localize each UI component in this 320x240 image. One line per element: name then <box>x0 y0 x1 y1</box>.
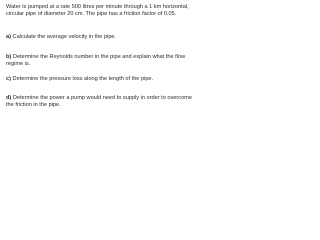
question-d-label: d) <box>6 95 12 101</box>
question-b-label: b) <box>6 54 12 60</box>
question-a <box>6 34 194 41</box>
question-c-text: Determine the pressure loss along the length of the pipe. <box>12 76 154 82</box>
question-c <box>6 76 194 83</box>
question-d-text: Determine the power a pump would need to supply in order to overcome the friction in the pipe. <box>6 95 192 109</box>
document-page <box>0 0 200 112</box>
question-b <box>6 54 194 68</box>
question-c-label: c) <box>6 76 11 82</box>
question-d <box>6 95 194 109</box>
question-a-text: Calculate the average velocity in the pipe. <box>12 34 117 40</box>
question-a-label: a) <box>6 34 11 40</box>
problem-statement: Water is pumped at a rate 500 litres per minute through a 1 km horizontal, circular pipe of diameter 20 cm. The pipe has a friction factor of 0.05. <box>6 4 189 18</box>
question-b-text: Determine the Reynolds number in the pipe and explain what the flow regime is. <box>6 54 186 68</box>
